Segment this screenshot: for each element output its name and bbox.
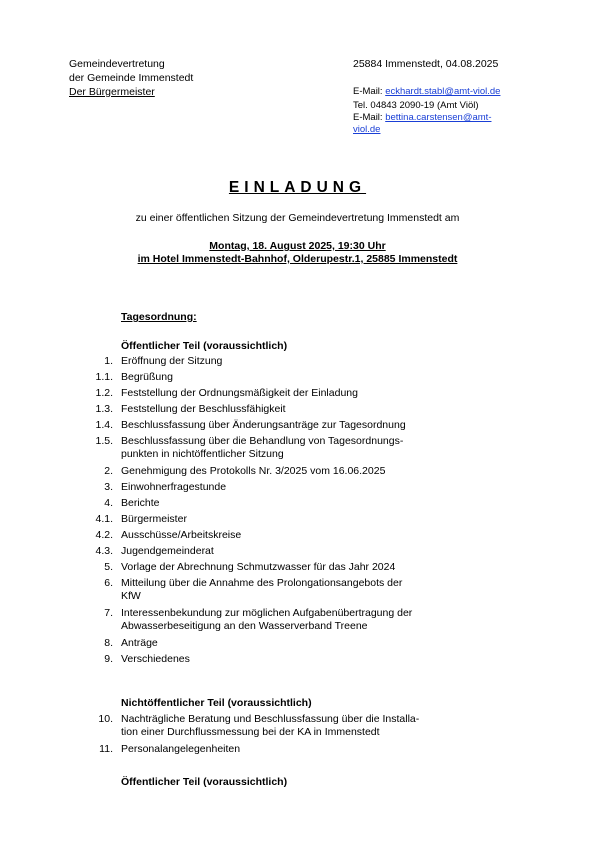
agenda-item-text xyxy=(121,481,481,494)
agenda-item-number: 2. xyxy=(104,465,113,477)
agenda-item-number: 4.3. xyxy=(95,545,113,557)
agenda-item-number: 10. xyxy=(98,713,113,725)
agenda-item xyxy=(0,607,595,637)
agenda-public-list xyxy=(0,355,595,669)
agenda-item-text xyxy=(121,513,481,526)
agenda-item-line: Anträge xyxy=(121,637,158,649)
agenda-item-line: Beschlussfassung über Änderungsanträge zur Tagesordnung xyxy=(121,419,406,431)
agenda-item xyxy=(0,545,595,561)
agenda-item xyxy=(0,513,595,529)
agenda-item xyxy=(0,653,595,669)
agenda-item-line: tion einer Durchflussmessung bei der KA in Immenstedt xyxy=(121,726,380,739)
email-link-2[interactable]: bettina.carstensen@amt- xyxy=(385,112,492,123)
email-link-2-cont[interactable]: viol.de xyxy=(353,124,381,135)
agenda-item xyxy=(0,387,595,403)
agenda-nonpublic-list xyxy=(0,713,595,759)
agenda-item xyxy=(0,743,595,759)
place-date: 25884 Immenstedt, 04.08.2025 xyxy=(353,58,499,70)
section-public: Öffentlicher Teil (voraussichtlich) xyxy=(121,340,288,352)
meeting-place: im Hotel Immenstedt-Bahnhof, Olderupestr.1, 25885 Immenstedt xyxy=(137,253,458,265)
email-line-2 xyxy=(353,112,491,124)
agenda-item-text xyxy=(121,387,481,400)
agenda-item-text xyxy=(121,607,481,633)
agenda-item-line: Vorlage der Abrechnung Schmutzwasser für das Jahr 2024 xyxy=(121,561,396,573)
agenda-item-number: 8. xyxy=(104,637,113,649)
agenda-item-text xyxy=(121,435,481,461)
agenda-item-text xyxy=(121,561,481,574)
agenda-item-text xyxy=(121,465,481,478)
agenda-item xyxy=(0,419,595,435)
agenda-item xyxy=(0,371,595,387)
agenda-item-line: Nachträgliche Beratung und Beschlussfassung über die Installa- xyxy=(121,713,420,725)
agenda-item-number: 4.1. xyxy=(95,513,113,525)
telephone: Tel. 04843 2090-19 (Amt Viöl) xyxy=(353,100,479,111)
agenda-item-number: 1.4. xyxy=(95,419,113,431)
agenda-item xyxy=(0,403,595,419)
agenda-item-number: 11. xyxy=(99,743,113,755)
agenda-item-text xyxy=(121,743,481,756)
section-public-again: Öffentlicher Teil (voraussichtlich) xyxy=(121,776,288,788)
agenda-item-number: 7. xyxy=(104,607,113,619)
agenda-item-line: KfW xyxy=(121,590,141,603)
agenda-item-line: Abwasserbeseitigung an den Wasserverband Treene xyxy=(121,620,368,633)
agenda-item-line: Eröffnung der Sitzung xyxy=(121,355,223,367)
agenda-item-number: 1.5. xyxy=(95,435,113,447)
agenda-item xyxy=(0,481,595,497)
agenda-item-text xyxy=(121,497,481,510)
agenda-item-text xyxy=(121,403,481,416)
agenda-item-number: 3. xyxy=(104,481,113,493)
agenda-item-text xyxy=(121,653,481,666)
email-link-1[interactable]: eckhardt.stabl@amt-viol.de xyxy=(385,86,501,97)
agenda-item xyxy=(0,497,595,513)
section-nonpublic: Nichtöffentlicher Teil (voraussichtlich) xyxy=(121,697,312,709)
agenda-item-line: Feststellung der Beschlussfähigkeit xyxy=(121,403,286,415)
agenda-item xyxy=(0,713,595,743)
agenda-item-line: Verschiedenes xyxy=(121,653,190,665)
agenda-item-line: Ausschüsse/Arbeitskreise xyxy=(121,529,242,541)
agenda-item-text xyxy=(121,355,481,368)
agenda-item-line: Begrüßung xyxy=(121,371,173,383)
agenda-item-text xyxy=(121,637,481,650)
agenda-item-text xyxy=(121,545,481,558)
agenda-item-number: 9. xyxy=(104,653,113,665)
agenda-item xyxy=(0,577,595,607)
agenda-item-text xyxy=(121,713,481,739)
agenda-item xyxy=(0,465,595,481)
email-line-1 xyxy=(353,86,500,98)
agenda-item-line: Feststellung der Ordnungsmäßigkeit der Einladung xyxy=(121,387,358,399)
agenda-item-line: Beschlussfassung über die Behandlung von Tagesordnungs- xyxy=(121,435,404,447)
agenda-item-number: 1.3. xyxy=(95,403,113,415)
agenda-item-line: Jugendgemeinderat xyxy=(121,545,214,557)
agenda-item-number: 5. xyxy=(104,561,113,573)
agenda-item-number: 4. xyxy=(104,497,113,509)
agenda-item-line: Bürgermeister xyxy=(121,513,187,525)
agenda-item-line: Mitteilung über die Annahme des Prolongationsangebots der xyxy=(121,577,403,589)
sender-line-2: der Gemeinde Immenstedt xyxy=(69,72,194,84)
document-title: EINLADUNG xyxy=(228,179,367,196)
agenda-item-number: 1.1. xyxy=(95,371,113,383)
agenda-item-line: Berichte xyxy=(121,497,160,509)
agenda-item-line: Genehmigung des Protokolls Nr. 3/2025 vom 16.06.2025 xyxy=(121,465,386,477)
sender-line-3: Der Bürgermeister xyxy=(69,86,155,98)
agenda-item-number: 6. xyxy=(104,577,113,589)
sender-line-1: Gemeindevertretung xyxy=(69,58,165,70)
agenda-item xyxy=(0,435,595,465)
email-line-2-cont xyxy=(353,124,380,136)
agenda-item-line: Personalangelegenheiten xyxy=(121,743,241,755)
agenda-item xyxy=(0,561,595,577)
subtitle: zu einer öffentlichen Sitzung der Gemeindevertretung Immenstedt am xyxy=(135,212,460,224)
agenda-item-number: 1.2. xyxy=(95,387,113,399)
email-label: E-Mail: xyxy=(353,112,386,123)
agenda-item-line: Einwohnerfragestunde xyxy=(121,481,227,493)
agenda-item xyxy=(0,355,595,371)
agenda-item-line: punkten in nichtöffentlicher Sitzung xyxy=(121,448,284,461)
agenda-item-text xyxy=(121,577,481,603)
agenda-item xyxy=(0,529,595,545)
agenda-item-text xyxy=(121,419,481,432)
agenda-item-number: 1. xyxy=(104,355,113,367)
agenda-heading: Tagesordnung: xyxy=(121,311,197,323)
agenda-item-number: 4.2. xyxy=(95,529,113,541)
agenda-item xyxy=(0,637,595,653)
meeting-date: Montag, 18. August 2025, 19:30 Uhr xyxy=(209,240,386,252)
agenda-item-text xyxy=(121,371,481,384)
agenda-item-text xyxy=(121,529,481,542)
agenda-item-line: Interessenbekundung zur möglichen Aufgabenübertragung der xyxy=(121,607,413,619)
email-label: E-Mail: xyxy=(353,86,386,97)
